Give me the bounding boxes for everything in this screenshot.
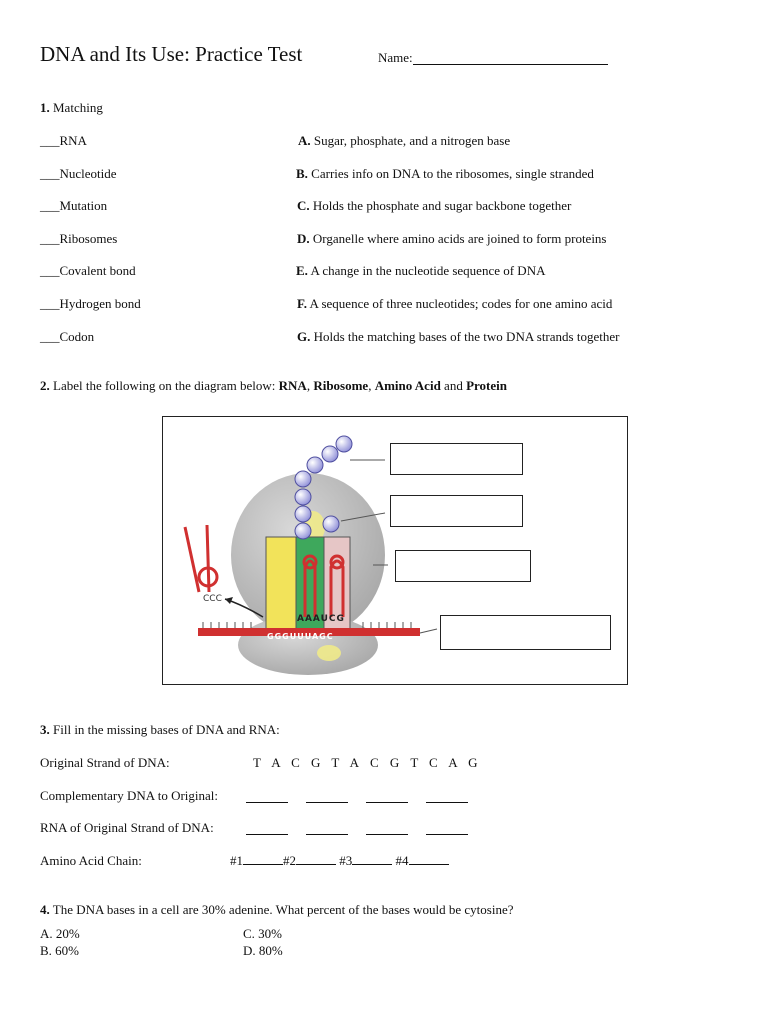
name-label: Name: bbox=[378, 50, 413, 65]
answer-blank[interactable] bbox=[306, 791, 348, 803]
amino-slot-label: #3 bbox=[339, 853, 353, 868]
question-1 bbox=[40, 100, 103, 116]
definition-letter: A. bbox=[298, 133, 311, 148]
term-amino-acid: Amino Acid bbox=[374, 378, 441, 393]
conjunction: and bbox=[444, 378, 463, 393]
question-2-text: Label the following on the diagram below: bbox=[53, 378, 276, 393]
amino-acid-chain-label: Amino Acid Chain: bbox=[40, 853, 142, 868]
answer-blank[interactable] bbox=[306, 823, 348, 835]
question-4-text: The DNA bases in a cell are 30% adenine. What percent of the bases would be cytosine? bbox=[52, 902, 514, 917]
matching-term[interactable]: ___RNA bbox=[40, 133, 87, 148]
complementary-dna-label: Complementary DNA to Original: bbox=[40, 788, 219, 803]
matching-term[interactable]: ___Nucleotide bbox=[40, 166, 117, 181]
exiting-trna-bases: CCC bbox=[203, 594, 222, 604]
codon-bases-top: AAAUCG bbox=[297, 614, 345, 624]
definition-item bbox=[298, 133, 510, 149]
answer-blank[interactable] bbox=[409, 853, 449, 865]
matching-term[interactable]: ___Codon bbox=[40, 329, 95, 344]
answer-blank[interactable] bbox=[426, 823, 468, 835]
matching-term[interactable]: ___Hydrogen bond bbox=[40, 296, 141, 311]
definition-item bbox=[297, 198, 571, 214]
question-1-number: 1. bbox=[40, 100, 50, 115]
answer-blank[interactable] bbox=[246, 791, 288, 803]
page-title: DNA and Its Use: Practice Test bbox=[40, 42, 303, 66]
exiting-trna bbox=[185, 525, 209, 592]
amino-slot-label: #4 bbox=[395, 853, 409, 868]
definition-text: Sugar, phosphate, and a nitrogen base bbox=[313, 133, 511, 148]
answer-blank[interactable] bbox=[366, 823, 408, 835]
definition-text: Holds the phosphate and sugar backbone together bbox=[312, 198, 572, 213]
definition-letter: E. bbox=[296, 263, 308, 278]
e-site-trna bbox=[266, 537, 296, 635]
definition-item bbox=[296, 263, 545, 279]
translation-diagram bbox=[162, 416, 628, 685]
answer-option[interactable]: A. 20% bbox=[40, 926, 80, 941]
definition-letter: G. bbox=[297, 329, 311, 344]
pointer-line bbox=[420, 629, 437, 633]
term-rna: RNA bbox=[278, 378, 307, 393]
answer-blank[interactable] bbox=[352, 853, 392, 865]
definition-text: A change in the nucleotide sequence of DNA bbox=[310, 263, 546, 278]
label-answer-box-1[interactable] bbox=[390, 443, 523, 475]
amino-acid-blanks bbox=[230, 853, 449, 869]
original-base-triplet: G T A bbox=[311, 755, 364, 770]
term-protein: Protein bbox=[466, 378, 507, 393]
highlight-spot bbox=[317, 645, 341, 661]
matching-term[interactable]: ___Covalent bond bbox=[40, 263, 136, 278]
answer-option[interactable]: C. 30% bbox=[243, 926, 282, 941]
term-ribosome: Ribosome bbox=[313, 378, 369, 393]
question-3-number: 3. bbox=[40, 722, 50, 737]
question-1-text: Matching bbox=[53, 100, 103, 115]
definition-letter: B. bbox=[296, 166, 308, 181]
answer-blank[interactable] bbox=[246, 823, 288, 835]
original-base-triplet: C G T bbox=[370, 755, 423, 770]
question-3 bbox=[40, 722, 280, 738]
matching-term[interactable]: ___Ribosomes bbox=[40, 231, 118, 246]
separator: , bbox=[306, 378, 311, 393]
answer-blank[interactable] bbox=[366, 791, 408, 803]
definition-letter: F. bbox=[297, 296, 307, 311]
rna-strand-label: RNA of Original Strand of DNA: bbox=[40, 820, 214, 835]
definition-letter: C. bbox=[297, 198, 310, 213]
exit-arrowhead bbox=[225, 597, 233, 604]
amino-slot-label: #1 bbox=[230, 853, 243, 868]
answer-blank[interactable] bbox=[426, 791, 468, 803]
name-blank-line[interactable] bbox=[413, 64, 608, 65]
definition-text: A sequence of three nucleotides; codes for one amino acid bbox=[309, 296, 613, 311]
question-2-number: 2. bbox=[40, 378, 50, 393]
definition-text: Holds the matching bases of the two DNA strands together bbox=[313, 329, 620, 344]
matching-term[interactable]: ___Mutation bbox=[40, 198, 108, 213]
label-answer-box-2[interactable] bbox=[390, 495, 523, 527]
answer-option[interactable]: B. 60% bbox=[40, 943, 79, 958]
separator: , bbox=[368, 378, 372, 393]
definition-item bbox=[297, 296, 612, 312]
question-2 bbox=[40, 378, 507, 394]
amino-slot-label: #2 bbox=[283, 853, 296, 868]
complementary-blanks bbox=[246, 790, 468, 808]
definition-letter: D. bbox=[297, 231, 310, 246]
question-3-text: Fill in the missing bases of DNA and RNA: bbox=[53, 722, 280, 737]
label-answer-box-4[interactable] bbox=[440, 615, 611, 650]
rna-blanks bbox=[246, 822, 468, 840]
definition-text: Carries info on DNA to the ribosomes, single stranded bbox=[311, 166, 594, 181]
definition-item bbox=[297, 329, 619, 345]
original-base-triplet: C A G bbox=[429, 755, 482, 770]
original-base-triplet: T A C bbox=[253, 755, 304, 770]
answer-blank[interactable] bbox=[296, 853, 336, 865]
answer-blank[interactable] bbox=[243, 853, 283, 865]
definition-text: Organelle where amino acids are joined to form proteins bbox=[312, 231, 607, 246]
question-4 bbox=[40, 902, 514, 918]
question-4-number: 4. bbox=[40, 902, 50, 917]
answer-option[interactable]: D. 80% bbox=[243, 943, 283, 958]
amino-acid-bead bbox=[323, 516, 339, 532]
definition-item bbox=[297, 231, 607, 247]
definition-item bbox=[296, 166, 594, 182]
original-strand-label: Original Strand of DNA: bbox=[40, 755, 170, 770]
codon-bases-bottom: GGGUUUAGC bbox=[267, 632, 334, 641]
label-answer-box-3[interactable] bbox=[395, 550, 531, 582]
